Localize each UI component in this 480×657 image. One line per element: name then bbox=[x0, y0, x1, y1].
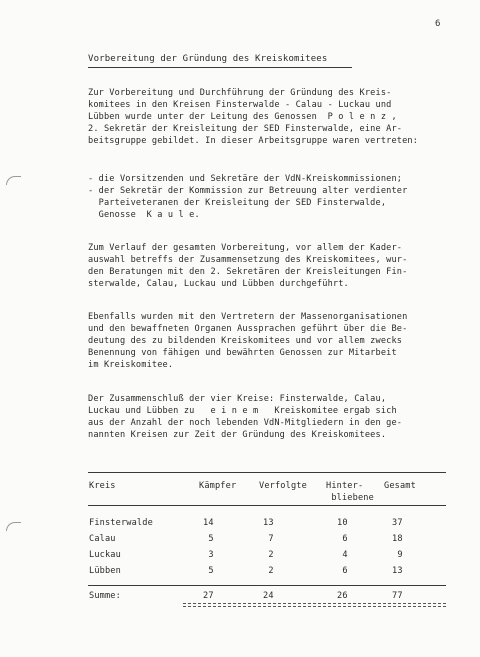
header-hinterbliebene: Hinter- bliebene bbox=[326, 481, 374, 503]
row-kaempfer: 14 bbox=[203, 518, 214, 528]
row-gesamt: 9 bbox=[392, 550, 403, 560]
sum-kaempfer: 27 bbox=[203, 591, 214, 601]
table-header-rule bbox=[88, 505, 446, 506]
punch-hole-mark bbox=[6, 176, 21, 185]
paragraph-working-group: Zur Vorbereitung und Durchführung der Gründung des Kreis- komitees in den Kreisen Finsterwalde - Calau - Luckau und Lübben wurde unter der Leitung des Genossen P o l e n z , 2. Sekretär der Kreisleitung der SED Finsterwalde, eine Ar- beitsgruppe gebildet. In dieser Arbeitsgruppe waren vertreten: bbox=[88, 88, 419, 146]
row-kaempfer: 3 bbox=[203, 550, 214, 560]
row-kreis: Finsterwalde bbox=[89, 518, 153, 528]
section-heading: Vorbereitung der Gründung des Kreiskomitees bbox=[88, 54, 328, 64]
row-kreis: Calau bbox=[89, 534, 116, 544]
row-kaempfer: 5 bbox=[203, 566, 214, 576]
row-kaempfer: 5 bbox=[203, 534, 214, 544]
table-top-rule bbox=[88, 472, 446, 473]
row-hinterbliebene: 4 bbox=[337, 550, 348, 560]
double-underline-top bbox=[183, 603, 446, 605]
page-number: 6 bbox=[435, 19, 441, 29]
row-gesamt: 37 bbox=[392, 518, 403, 528]
header-verfolgte: Verfolgte bbox=[259, 481, 307, 491]
row-verfolgte: 2 bbox=[263, 550, 274, 560]
double-underline-bottom bbox=[183, 606, 446, 608]
header-kaempfer: Kämpfer bbox=[199, 481, 237, 491]
row-verfolgte: 2 bbox=[263, 566, 274, 576]
sum-gesamt: 77 bbox=[392, 591, 403, 601]
header-kreis: Kreis bbox=[89, 481, 116, 491]
header-gesamt: Gesamt bbox=[384, 481, 416, 491]
paragraph-preparation: Zum Verlauf der gesamten Vorbereitung, vor allem der Kader- auswahl betreffs der Zusammensetzung des Kreiskomitees, wur- den Beratungen mit den 2. Sekretären der Kreisleitungen Fin- sterwalde, Calau, Luckau und Lübben durchgeführt. bbox=[88, 243, 408, 289]
row-hinterbliebene: 6 bbox=[337, 566, 348, 576]
row-verfolgte: 7 bbox=[263, 534, 274, 544]
sum-hinterbliebene: 26 bbox=[337, 591, 348, 601]
row-gesamt: 18 bbox=[392, 534, 403, 544]
punch-hole-mark bbox=[6, 522, 21, 531]
row-kreis: Lübben bbox=[89, 566, 121, 576]
paragraph-merger: Der Zusammenschluß der vier Kreise: Finsterwalde, Calau, Luckau und Lübben zu e i n e m Kreiskomitee ergab sich aus der Anzahl der noch lebenden VdN-Mitgliedern in den ge- nannten Kreisen zur Zeit der Gründung des Kreiskomitees. bbox=[88, 394, 403, 440]
sum-label: Summe: bbox=[89, 591, 121, 601]
paragraph-consultations: Ebenfalls wurden mit den Vertretern der Massenorganisationen und den bewaffneten Organen Aussprachen geführt über die Be- deutung des zu bildenden Kreiskomitees und vor allem zwecks Benennung von fähigen und bewährten Genossen zur Mitarbeit im Kreiskomitee. bbox=[88, 312, 408, 370]
paragraph-members-list: - die Vorsitzenden und Sekretäre der VdN-Kreiskommissionen; - der Sekretär der Kommission zur Betreuung alter verdienter Parteiveteranen der Kreisleitung der SED Finsterwalde, Genosse K a u l e. bbox=[88, 174, 408, 220]
sum-verfolgte: 24 bbox=[263, 591, 274, 601]
heading-underline bbox=[88, 67, 352, 68]
row-kreis: Luckau bbox=[89, 550, 121, 560]
table-sum-rule bbox=[88, 585, 446, 586]
row-hinterbliebene: 6 bbox=[337, 534, 348, 544]
row-gesamt: 13 bbox=[392, 566, 403, 576]
row-hinterbliebene: 10 bbox=[337, 518, 348, 528]
row-verfolgte: 13 bbox=[263, 518, 274, 528]
